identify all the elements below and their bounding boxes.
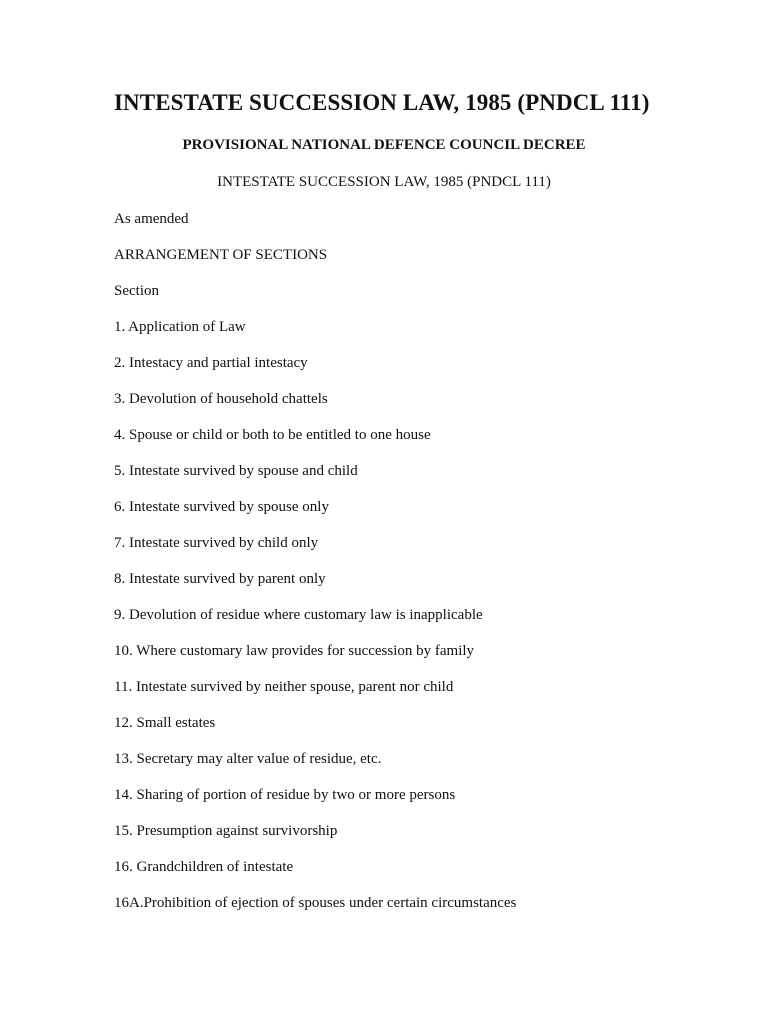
list-item: 1. Application of Law xyxy=(114,319,246,335)
list-item: 3. Devolution of household chattels xyxy=(114,391,328,407)
list-item: 11. Intestate survived by neither spouse, parent nor child xyxy=(114,679,454,695)
list-item: 16A.Prohibition of ejection of spouses under certain circumstances xyxy=(114,895,517,911)
arrangement-heading: ARRANGEMENT OF SECTIONS xyxy=(114,247,328,263)
list-item: 14. Sharing of portion of residue by two or more persons xyxy=(114,787,456,803)
list-item: 15. Presumption against survivorship xyxy=(114,823,338,839)
list-item: 5. Intestate survived by spouse and child xyxy=(114,463,358,479)
document-title: INTESTATE SUCCESSION LAW, 1985 (PNDCL 111) xyxy=(114,90,650,115)
section-list xyxy=(114,210,516,930)
section-heading: Section xyxy=(114,283,159,299)
list-item: 9. Devolution of residue where customary law is inapplicable xyxy=(114,607,483,623)
list-item: 10. Where customary law provides for succession by family xyxy=(114,643,475,659)
list-item: 12. Small estates xyxy=(114,715,216,731)
list-item: 7. Intestate survived by child only xyxy=(114,535,319,551)
list-item: 13. Secretary may alter value of residue, etc. xyxy=(114,751,382,767)
document-subtitle: PROVISIONAL NATIONAL DEFENCE COUNCIL DECREE xyxy=(182,137,586,153)
list-item: 8. Intestate survived by parent only xyxy=(114,571,326,587)
list-item: 6. Intestate survived by spouse only xyxy=(114,499,329,515)
amendment-note: As amended xyxy=(114,211,189,227)
list-item: 4. Spouse or child or both to be entitled to one house xyxy=(114,427,431,443)
list-item: 16. Grandchildren of intestate xyxy=(114,859,294,875)
list-item: 2. Intestacy and partial intestacy xyxy=(114,355,308,371)
law-name-line: INTESTATE SUCCESSION LAW, 1985 (PNDCL 111) xyxy=(217,174,551,190)
